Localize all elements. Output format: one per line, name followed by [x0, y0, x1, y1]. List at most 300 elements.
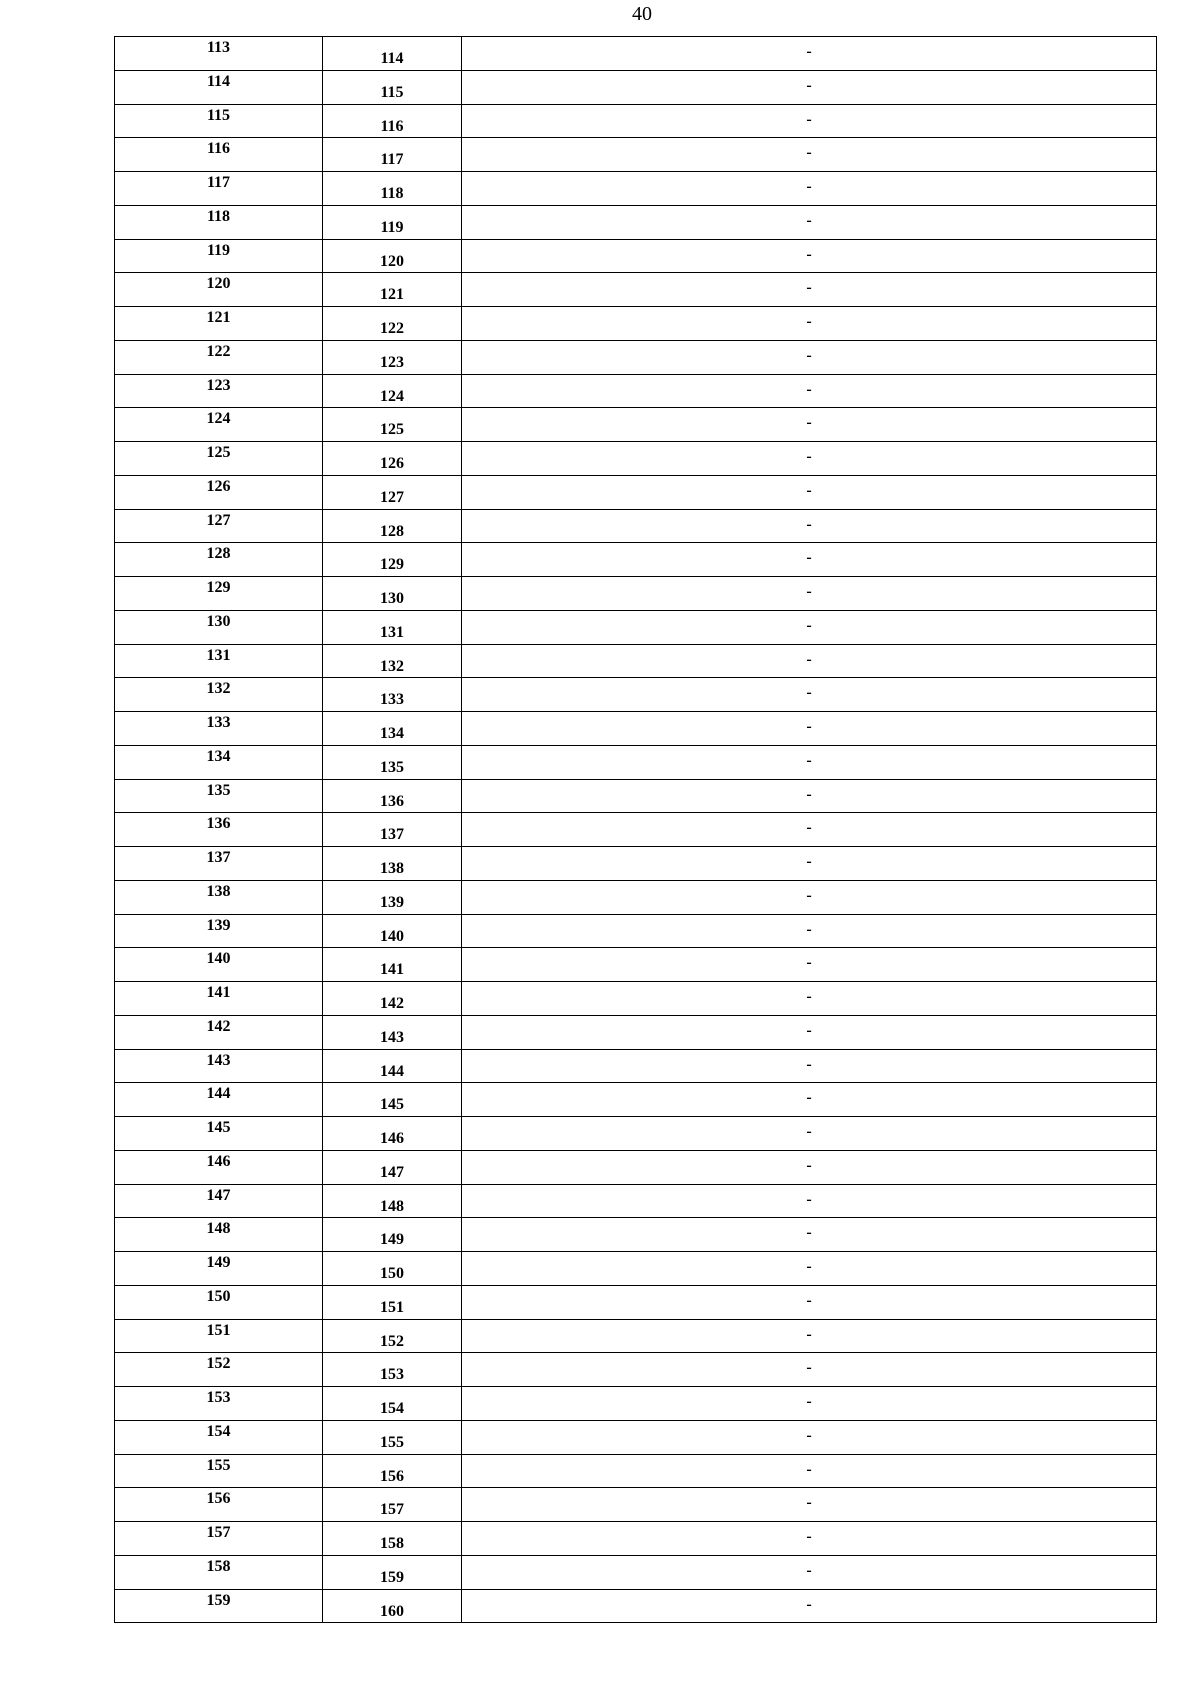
- value-cell-text: -: [806, 954, 812, 972]
- table-row: [115, 239, 1157, 273]
- next-number-cell-text: 140: [380, 927, 404, 945]
- next-number-cell-text: 115: [380, 83, 404, 101]
- row-number-cell: [115, 509, 323, 543]
- value-cell-text: -: [806, 1258, 812, 1275]
- value-cell-text: -: [806, 1055, 812, 1073]
- row-number-cell-text: 133: [206, 714, 231, 731]
- next-number-cell: [323, 1049, 462, 1083]
- table-row: [115, 307, 1157, 341]
- next-number-cell: [323, 1150, 462, 1184]
- value-cell-text: -: [806, 583, 812, 600]
- value-cell-text: -: [806, 1426, 812, 1444]
- row-number-cell-text: 123: [206, 376, 231, 394]
- row-number-cell: [115, 813, 323, 847]
- row-number-cell: [115, 712, 323, 746]
- next-number-cell-text: 138: [380, 860, 404, 877]
- row-number-cell: [115, 1387, 323, 1421]
- table-row: [115, 982, 1157, 1016]
- table-row: [115, 745, 1157, 779]
- value-cell-text: -: [806, 1595, 812, 1613]
- row-number-cell: [115, 205, 323, 239]
- next-number-cell: [323, 610, 462, 644]
- next-number-cell-text: 144: [380, 1062, 404, 1080]
- value-cell: [462, 172, 1157, 206]
- row-number-cell: [115, 1353, 323, 1387]
- row-number-cell: [115, 442, 323, 476]
- next-number-cell: [323, 408, 462, 442]
- next-number-cell-text: 137: [380, 826, 404, 844]
- table-row: [115, 374, 1157, 408]
- value-cell-text: -: [806, 279, 812, 297]
- next-number-cell-text: 126: [380, 455, 404, 472]
- value-cell: [462, 70, 1157, 104]
- next-number-cell-text: 156: [380, 1467, 404, 1485]
- row-number-cell: [115, 1150, 323, 1184]
- value-cell-text: -: [806, 1021, 812, 1039]
- row-number-cell: [115, 1015, 323, 1049]
- next-number-cell: [323, 1420, 462, 1454]
- row-number-cell-text: 116: [206, 140, 231, 158]
- row-number-cell: [115, 577, 323, 611]
- data-table: [114, 36, 1157, 1623]
- next-number-cell-text: 149: [380, 1231, 404, 1249]
- next-number-cell: [323, 1387, 462, 1421]
- row-number-cell: [115, 1218, 323, 1252]
- value-cell-text: -: [806, 1561, 812, 1579]
- table-row: [115, 104, 1157, 138]
- value-cell-text: -: [806, 549, 812, 567]
- row-number-cell: [115, 543, 323, 577]
- next-number-cell: [323, 442, 462, 476]
- next-number-cell-text: 155: [380, 1433, 404, 1451]
- row-number-cell: [115, 914, 323, 948]
- next-number-cell: [323, 779, 462, 813]
- value-cell: [462, 239, 1157, 273]
- row-number-cell-text: 122: [206, 342, 231, 360]
- table-row: [115, 1589, 1157, 1623]
- value-cell-text: -: [806, 245, 812, 263]
- next-number-cell: [323, 307, 462, 341]
- next-number-cell-text: 134: [380, 725, 404, 742]
- value-cell: [462, 610, 1157, 644]
- row-number-cell-text: 139: [206, 916, 231, 934]
- value-cell-text: -: [806, 886, 812, 904]
- next-number-cell: [323, 340, 462, 374]
- value-cell: [462, 914, 1157, 948]
- row-number-cell: [115, 1454, 323, 1488]
- table-row: [115, 1488, 1157, 1522]
- next-number-cell-text: 159: [380, 1568, 404, 1586]
- row-number-cell: [115, 745, 323, 779]
- value-cell-text: -: [806, 313, 812, 330]
- row-number-cell: [115, 1049, 323, 1083]
- value-cell: [462, 1117, 1157, 1151]
- next-number-cell-text: 121: [380, 286, 404, 304]
- next-number-cell: [323, 1522, 462, 1556]
- row-number-cell: [115, 1319, 323, 1353]
- row-number-cell: [115, 104, 323, 138]
- row-number-cell-text: 144: [206, 1085, 231, 1103]
- next-number-cell: [323, 1015, 462, 1049]
- value-cell: [462, 1218, 1157, 1252]
- value-cell: [462, 104, 1157, 138]
- value-cell-text: -: [806, 1224, 812, 1242]
- row-number-cell-text: 134: [206, 747, 231, 765]
- value-cell-text: -: [806, 684, 812, 702]
- row-number-cell-text: 143: [206, 1051, 231, 1069]
- value-cell-text: -: [806, 144, 812, 162]
- row-number-cell-text: 128: [206, 545, 231, 563]
- row-number-cell: [115, 172, 323, 206]
- next-number-cell: [323, 1488, 462, 1522]
- value-cell: [462, 1049, 1157, 1083]
- value-cell-text: -: [806, 718, 812, 735]
- table-row: [115, 37, 1157, 71]
- value-cell: [462, 1454, 1157, 1488]
- table-row: [115, 340, 1157, 374]
- row-number-cell-text: 148: [206, 1220, 231, 1238]
- value-cell: [462, 982, 1157, 1016]
- table-row: [115, 475, 1157, 509]
- next-number-cell: [323, 104, 462, 138]
- row-number-cell-text: 118: [206, 207, 231, 225]
- next-number-cell: [323, 948, 462, 982]
- row-number-cell-text: 119: [206, 241, 231, 259]
- value-cell: [462, 37, 1157, 71]
- row-number-cell-text: 135: [206, 781, 231, 799]
- value-cell-text: -: [806, 650, 812, 668]
- row-number-cell-text: 156: [206, 1490, 231, 1508]
- next-number-cell-text: 150: [380, 1265, 404, 1282]
- row-number-cell-text: 138: [206, 882, 231, 900]
- next-number-cell: [323, 813, 462, 847]
- table-row: [115, 1184, 1157, 1218]
- row-number-cell-text: 131: [206, 646, 231, 664]
- value-cell-text: -: [806, 819, 812, 837]
- row-number-cell: [115, 880, 323, 914]
- row-number-cell-text: 157: [206, 1524, 231, 1541]
- next-number-cell-text: 116: [380, 117, 404, 135]
- table-row: [115, 1522, 1157, 1556]
- row-number-cell-text: 121: [206, 309, 231, 326]
- next-number-cell-text: 152: [380, 1332, 404, 1350]
- value-cell: [462, 1319, 1157, 1353]
- next-number-cell: [323, 70, 462, 104]
- row-number-cell: [115, 1488, 323, 1522]
- next-number-cell-text: 117: [380, 151, 404, 169]
- next-number-cell: [323, 1218, 462, 1252]
- next-number-cell-text: 128: [380, 522, 404, 540]
- table-row: [115, 610, 1157, 644]
- table-row: [115, 644, 1157, 678]
- value-cell-text: -: [806, 1325, 812, 1343]
- row-number-cell-text: 132: [206, 680, 231, 698]
- next-number-cell-text: 145: [380, 1096, 404, 1114]
- value-cell: [462, 779, 1157, 813]
- next-number-cell-text: 142: [380, 995, 404, 1012]
- value-cell-text: -: [806, 346, 812, 364]
- row-number-cell-text: 141: [206, 984, 231, 1001]
- next-number-cell-text: 160: [380, 1602, 404, 1620]
- value-cell: [462, 1015, 1157, 1049]
- value-cell-text: -: [806, 988, 812, 1005]
- table-row: [115, 1083, 1157, 1117]
- table-row: [115, 1319, 1157, 1353]
- value-cell-text: -: [806, 178, 812, 195]
- value-cell-text: -: [806, 751, 812, 769]
- value-cell: [462, 745, 1157, 779]
- table-row: [115, 779, 1157, 813]
- row-number-cell-text: 127: [206, 511, 231, 529]
- table-row: [115, 1555, 1157, 1589]
- row-number-cell-text: 159: [206, 1591, 231, 1609]
- table-row: [115, 914, 1157, 948]
- row-number-cell-text: 154: [206, 1422, 231, 1440]
- row-number-cell: [115, 779, 323, 813]
- table-row: [115, 880, 1157, 914]
- next-number-cell-text: 135: [380, 758, 404, 776]
- value-cell-text: -: [806, 616, 812, 634]
- row-number-cell-text: 115: [206, 106, 231, 124]
- table-row: [115, 70, 1157, 104]
- row-number-cell-text: 145: [206, 1119, 231, 1136]
- table-row: [115, 172, 1157, 206]
- next-number-cell-text: 143: [380, 1028, 404, 1046]
- value-cell: [462, 712, 1157, 746]
- row-number-cell-text: 146: [206, 1152, 231, 1170]
- value-cell-text: -: [806, 515, 812, 533]
- next-number-cell-text: 125: [380, 421, 404, 439]
- next-number-cell-text: 129: [380, 556, 404, 574]
- row-number-cell-text: 150: [206, 1287, 231, 1305]
- row-number-cell: [115, 1420, 323, 1454]
- table-row: [115, 712, 1157, 746]
- next-number-cell: [323, 37, 462, 71]
- table-row: [115, 1252, 1157, 1286]
- table-row: [115, 1117, 1157, 1151]
- row-number-cell-text: 114: [206, 72, 231, 90]
- row-number-cell-text: 140: [206, 950, 231, 968]
- row-number-cell-text: 125: [206, 444, 231, 461]
- value-cell: [462, 678, 1157, 712]
- next-number-cell-text: 136: [380, 792, 404, 810]
- next-number-cell: [323, 1555, 462, 1589]
- value-cell: [462, 1420, 1157, 1454]
- next-number-cell: [323, 1319, 462, 1353]
- value-cell-text: -: [806, 1123, 812, 1140]
- row-number-cell-text: 117: [206, 174, 231, 191]
- row-number-cell: [115, 1555, 323, 1589]
- value-cell: [462, 847, 1157, 881]
- next-number-cell-text: 132: [380, 657, 404, 675]
- row-number-cell: [115, 644, 323, 678]
- value-cell-text: -: [806, 1359, 812, 1377]
- next-number-cell: [323, 880, 462, 914]
- next-number-cell: [323, 847, 462, 881]
- next-number-cell-text: 131: [380, 623, 404, 641]
- next-number-cell-text: 123: [380, 353, 404, 371]
- next-number-cell: [323, 1454, 462, 1488]
- table-row: [115, 1150, 1157, 1184]
- next-number-cell: [323, 1252, 462, 1286]
- next-number-cell-text: 130: [380, 590, 404, 607]
- table-row: [115, 1049, 1157, 1083]
- value-cell: [462, 1353, 1157, 1387]
- next-number-cell-text: 158: [380, 1535, 404, 1552]
- table-row: [115, 1353, 1157, 1387]
- row-number-cell-text: 120: [206, 275, 231, 293]
- value-cell-text: -: [806, 211, 812, 229]
- next-number-cell: [323, 1184, 462, 1218]
- table-body: [115, 37, 1157, 1623]
- value-cell-text: -: [806, 76, 812, 94]
- value-cell: [462, 138, 1157, 172]
- table-row: [115, 678, 1157, 712]
- value-cell: [462, 1522, 1157, 1556]
- row-number-cell: [115, 408, 323, 442]
- row-number-cell-text: 155: [206, 1456, 231, 1474]
- next-number-cell-text: 139: [380, 893, 404, 911]
- value-cell: [462, 475, 1157, 509]
- next-number-cell: [323, 273, 462, 307]
- value-cell-text: -: [806, 110, 812, 128]
- page-number: 40: [632, 3, 652, 25]
- next-number-cell-text: 148: [380, 1197, 404, 1215]
- table-row: [115, 1387, 1157, 1421]
- row-number-cell-text: 130: [206, 612, 231, 630]
- next-number-cell: [323, 1353, 462, 1387]
- row-number-cell-text: 136: [206, 815, 231, 833]
- row-number-cell: [115, 1522, 323, 1556]
- row-number-cell: [115, 948, 323, 982]
- value-cell: [462, 1285, 1157, 1319]
- row-number-cell: [115, 1589, 323, 1623]
- table-row: [115, 1285, 1157, 1319]
- value-cell: [462, 880, 1157, 914]
- value-cell: [462, 543, 1157, 577]
- row-number-cell: [115, 475, 323, 509]
- value-cell: [462, 1488, 1157, 1522]
- next-number-cell-text: 151: [380, 1298, 404, 1316]
- next-number-cell: [323, 475, 462, 509]
- next-number-cell: [323, 644, 462, 678]
- value-cell: [462, 948, 1157, 982]
- value-cell-text: -: [806, 785, 812, 803]
- value-cell-text: -: [806, 481, 812, 499]
- row-number-cell-text: 151: [206, 1321, 231, 1339]
- row-number-cell-text: 124: [206, 410, 231, 428]
- next-number-cell-text: 141: [380, 961, 404, 979]
- row-number-cell: [115, 1184, 323, 1218]
- value-cell-text: -: [806, 1156, 812, 1174]
- value-cell: [462, 374, 1157, 408]
- value-cell-text: -: [806, 1528, 812, 1545]
- next-number-cell-text: 122: [380, 320, 404, 337]
- table-row: [115, 948, 1157, 982]
- next-number-cell-text: 119: [380, 218, 404, 236]
- row-number-cell: [115, 847, 323, 881]
- value-cell: [462, 340, 1157, 374]
- row-number-cell-text: 113: [206, 39, 231, 56]
- next-number-cell-text: 124: [380, 387, 404, 405]
- next-number-cell: [323, 543, 462, 577]
- next-number-cell: [323, 914, 462, 948]
- next-number-cell: [323, 1589, 462, 1623]
- row-number-cell-text: 142: [206, 1017, 231, 1035]
- next-number-cell: [323, 1083, 462, 1117]
- next-number-cell: [323, 712, 462, 746]
- table-row: [115, 273, 1157, 307]
- value-cell: [462, 205, 1157, 239]
- next-number-cell-text: 154: [380, 1400, 404, 1417]
- row-number-cell-text: 149: [206, 1254, 231, 1271]
- table-row: [115, 408, 1157, 442]
- next-number-cell: [323, 577, 462, 611]
- row-number-cell-text: 129: [206, 579, 231, 596]
- row-number-cell: [115, 374, 323, 408]
- row-number-cell: [115, 1083, 323, 1117]
- value-cell: [462, 1252, 1157, 1286]
- value-cell: [462, 307, 1157, 341]
- table-row: [115, 1218, 1157, 1252]
- row-number-cell-text: 152: [206, 1355, 231, 1373]
- value-cell-text: -: [806, 1494, 812, 1512]
- value-cell: [462, 1150, 1157, 1184]
- row-number-cell: [115, 307, 323, 341]
- table-row: [115, 442, 1157, 476]
- next-number-cell-text: 133: [380, 691, 404, 709]
- table-row: [115, 847, 1157, 881]
- table-row: [115, 1454, 1157, 1488]
- value-cell-text: -: [806, 1190, 812, 1208]
- value-cell-text: -: [806, 853, 812, 870]
- next-number-cell: [323, 239, 462, 273]
- value-cell-text: -: [806, 1089, 812, 1107]
- row-number-cell: [115, 1252, 323, 1286]
- row-number-cell: [115, 982, 323, 1016]
- value-cell: [462, 1555, 1157, 1589]
- row-number-cell-text: 153: [206, 1389, 231, 1406]
- table-row: [115, 138, 1157, 172]
- value-cell: [462, 644, 1157, 678]
- next-number-cell-text: 118: [380, 185, 404, 202]
- row-number-cell: [115, 138, 323, 172]
- next-number-cell: [323, 509, 462, 543]
- row-number-cell: [115, 340, 323, 374]
- value-cell-text: -: [806, 920, 812, 938]
- value-cell: [462, 1184, 1157, 1218]
- value-cell: [462, 1589, 1157, 1623]
- row-number-cell-text: 126: [206, 477, 231, 495]
- table-row: [115, 509, 1157, 543]
- next-number-cell: [323, 1117, 462, 1151]
- value-cell-text: -: [806, 1291, 812, 1309]
- next-number-cell-text: 157: [380, 1501, 404, 1519]
- table-row: [115, 813, 1157, 847]
- next-number-cell: [323, 138, 462, 172]
- value-cell-text: -: [806, 1393, 812, 1410]
- next-number-cell-text: 153: [380, 1366, 404, 1384]
- value-cell: [462, 1083, 1157, 1117]
- row-number-cell: [115, 1285, 323, 1319]
- row-number-cell: [115, 610, 323, 644]
- next-number-cell: [323, 982, 462, 1016]
- next-number-cell: [323, 1285, 462, 1319]
- row-number-cell-text: 137: [206, 849, 231, 866]
- value-cell: [462, 442, 1157, 476]
- value-cell-text: -: [806, 414, 812, 432]
- next-number-cell-text: 127: [380, 488, 404, 506]
